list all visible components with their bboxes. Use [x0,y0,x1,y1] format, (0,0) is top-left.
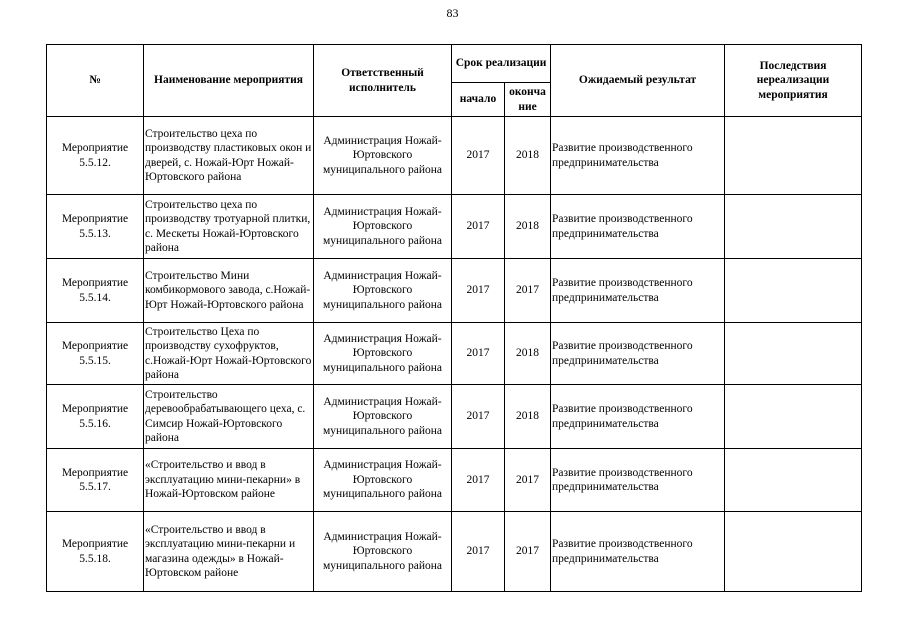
page-number: 83 [446,6,459,20]
measure-end: 2018 [505,117,551,195]
table-row [47,323,862,385]
header-name: Наименование мероприятия [144,45,314,117]
measure-result: Развитие производственного предпринимательства [551,323,725,385]
measure-consequences [725,385,862,449]
measure-consequences [725,449,862,512]
measure-number: Мероприятие 5.5.12. [47,117,144,195]
table-row [47,449,862,512]
measure-start: 2017 [452,259,505,323]
measure-result: Развитие производственного предпринимательства [551,117,725,195]
measure-result: Развитие производственного предпринимательства [551,259,725,323]
measure-consequences [725,195,862,259]
measure-number: Мероприятие 5.5.15. [47,323,144,385]
measure-end: 2017 [505,512,551,592]
measure-consequences [725,323,862,385]
measure-executor: Администрация Ножай-Юртовского муниципального района [314,117,452,195]
measure-executor: Администрация Ножай-Юртовского муниципального района [314,512,452,592]
measure-executor: Администрация Ножай-Юртовского муниципального района [314,195,452,259]
measure-consequences [725,117,862,195]
measure-executor: Администрация Ножай-Юртовского муниципального района [314,385,452,449]
header-end: оконча ние [505,83,551,117]
measure-number: Мероприятие 5.5.14. [47,259,144,323]
measure-executor: Администрация Ножай-Юртовского муниципального района [314,259,452,323]
measure-name: «Строительство и ввод в эксплуатацию мини-пекарни» в Ножай-Юртовском районе [144,449,314,512]
measure-name: Строительство Мини комбикормового завода, с.Ножай-Юрт Ножай-Юртовского района [144,259,314,323]
measure-result: Развитие производственного предпринимательства [551,385,725,449]
measure-consequences [725,512,862,592]
measure-result: Развитие производственного предпринимательства [551,195,725,259]
table-row [47,512,862,592]
measure-end: 2018 [505,385,551,449]
table-row [47,259,862,323]
header-consequences: Последствия нереализации мероприятия [725,45,862,117]
measure-name: Строительство деревообрабатывающего цеха, с. Симсир Ножай-Юртовского района [144,385,314,449]
measure-number: Мероприятие 5.5.17. [47,449,144,512]
measure-result: Развитие производственного предпринимательства [551,449,725,512]
measure-executor: Администрация Ножай-Юртовского муниципального района [314,323,452,385]
measure-number: Мероприятие 5.5.16. [47,385,144,449]
measure-start: 2017 [452,323,505,385]
header-executor: Ответственный исполнитель [314,45,452,117]
measure-number: Мероприятие 5.5.18. [47,512,144,592]
measure-start: 2017 [452,512,505,592]
measure-number: Мероприятие 5.5.13. [47,195,144,259]
measure-name: Строительство Цеха по производству сухофруктов, с.Ножай-Юрт Ножай-Юртовского района [144,323,314,385]
measure-consequences [725,259,862,323]
measures-table [46,44,862,592]
measure-end: 2018 [505,195,551,259]
table-row [47,117,862,195]
measure-end: 2017 [505,259,551,323]
header-start: начало [452,83,505,117]
measure-name: Строительство цеха по производству тротуарной плитки, с. Мескеты Ножай-Юртовского района [144,195,314,259]
header-term: Срок реализации [452,45,551,83]
table-row [47,195,862,259]
measure-name: «Строительство и ввод в эксплуатацию мини-пекарни и магазина одежды» в Ножай-Юртовском районе [144,512,314,592]
measure-start: 2017 [452,117,505,195]
measure-end: 2017 [505,449,551,512]
measure-executor: Администрация Ножай-Юртовского муниципального района [314,449,452,512]
header-result: Ожидаемый результат [551,45,725,117]
measure-start: 2017 [452,195,505,259]
measure-start: 2017 [452,385,505,449]
header-num: № [47,45,144,117]
measure-end: 2018 [505,323,551,385]
measure-start: 2017 [452,449,505,512]
measure-result: Развитие производственного предпринимательства [551,512,725,592]
measure-name: Строительство цеха по производству пластиковых окон и дверей, с. Ножай-Юрт Ножай-Юртовского района [144,117,314,195]
table-row [47,385,862,449]
